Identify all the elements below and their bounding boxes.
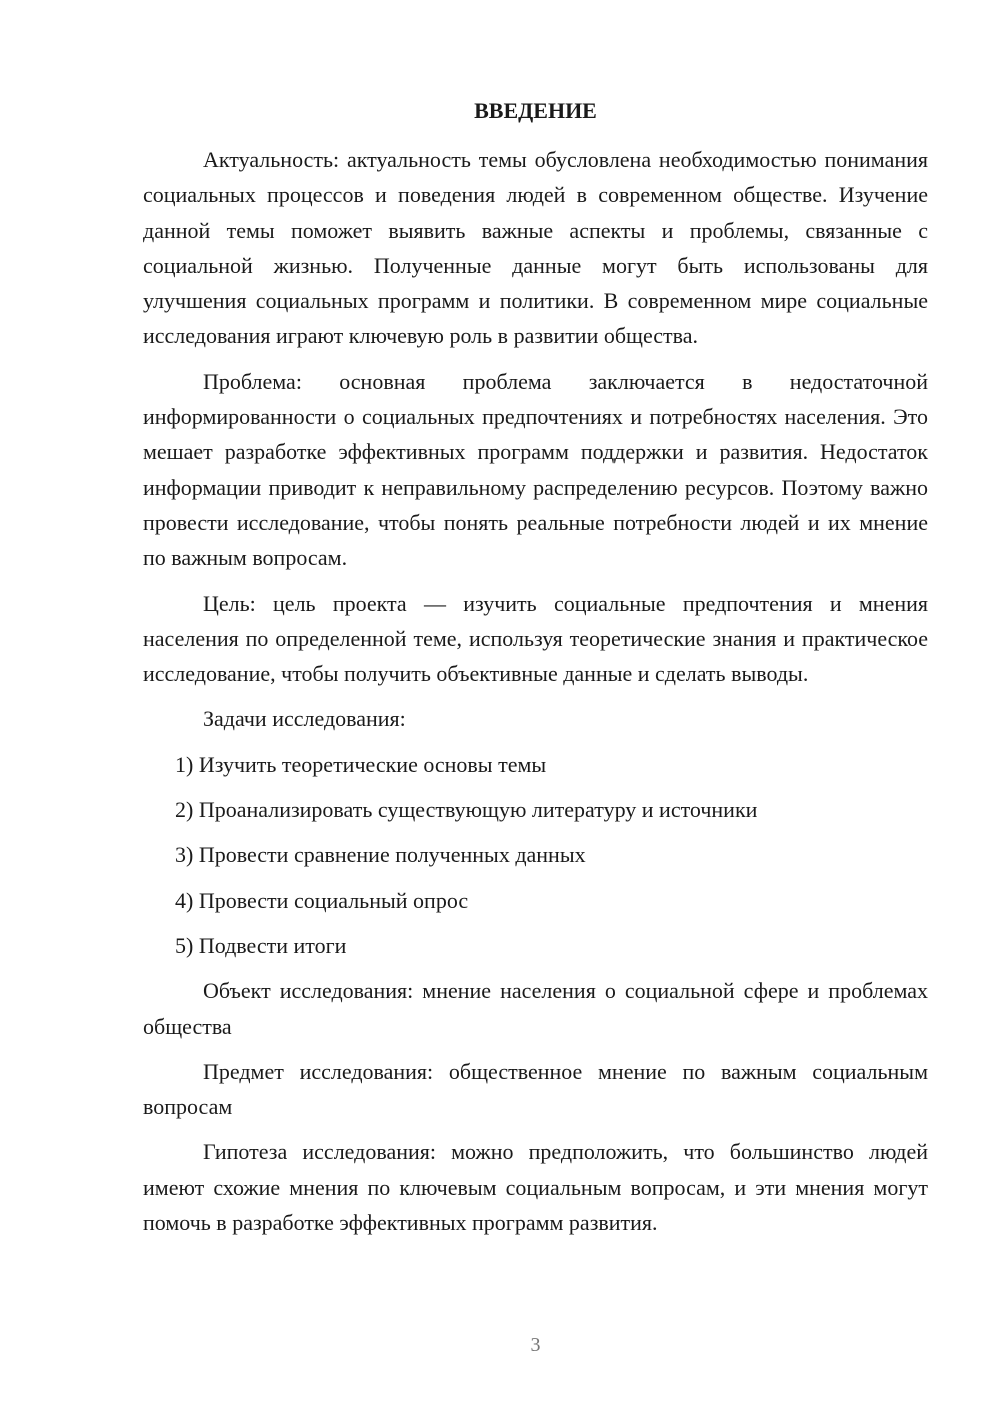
page-number: 3 bbox=[530, 1334, 541, 1356]
document-page bbox=[143, 0, 928, 1414]
object-paragraph: Объект исследования: мнение населения о социальной сфере и проблемах общества bbox=[143, 978, 928, 1039]
task-item: 4) Провести социальный опрос bbox=[175, 887, 469, 913]
page-content bbox=[143, 142, 928, 1240]
problem-paragraph: Проблема: основная проблема заключается в недостаточной информированности о социальных предпочтениях и потребностях населения. Это мешает разработке эффективных программ поддержки и развития. Недостаток информации приводит к неправильному распределению ресурсов. Поэтому важно провести исследование, чтобы понять реальные потребности людей и их мнение по важным вопросам. bbox=[143, 368, 928, 571]
hypothesis-paragraph: Гипотеза исследования: можно предположить, что большинство людей имеют схожие мнения по ключевым социальным вопросам, и эти мнения могут помочь в разработке эффективных программ развития. bbox=[143, 1139, 928, 1236]
task-item: 5) Подвести итоги bbox=[175, 932, 347, 958]
subject-paragraph: Предмет исследования: общественное мнение по важным социальным вопросам bbox=[143, 1058, 928, 1120]
relevance-paragraph: Актуальность: актуальность темы обусловлена необходимостью понимания социальных процессов и поведения людей в современном обществе. Изучение данной темы поможет выявить важные аспекты и проблемы, связанные с социальной жизнью. Полученные данные могут быть использованы для улучшения социальных программ и политики. В современном мире социальные исследования играют ключевую роль в развитии общества. bbox=[143, 147, 928, 349]
task-item: 3) Провести сравнение полученных данных bbox=[175, 842, 586, 868]
page-title: ВВЕДЕНИЕ bbox=[474, 98, 597, 123]
task-item: 2) Проанализировать существующую литературу и источники bbox=[175, 797, 758, 823]
task-item: 1) Изучить теоретические основы темы bbox=[175, 751, 547, 777]
goal-paragraph: Цель: цель проекта — изучить социальные предпочтения и мнения населения по определенной теме, используя теоретические знания и практическое исследование, чтобы получить объективные данные и сделать выводы. bbox=[143, 590, 928, 687]
tasks-heading: Задачи исследования: bbox=[203, 706, 406, 732]
